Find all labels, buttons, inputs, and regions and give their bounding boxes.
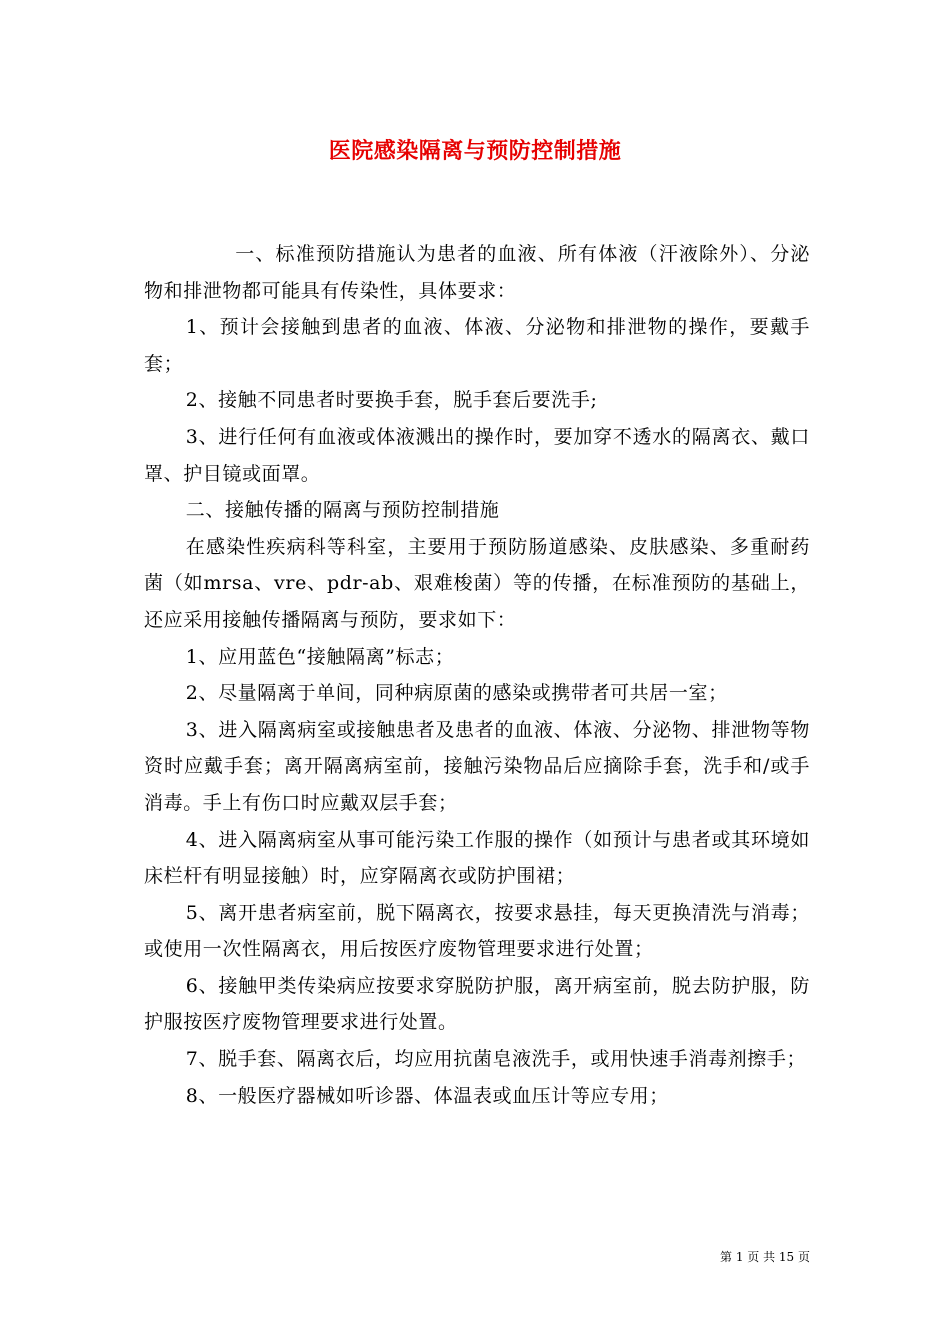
paragraph-item: 3、进入隔离病室或接触患者及患者的血液、体液、分泌物、排泄物等物资时应戴手套；离开隔离病室前，接触污染物品后应摘除手套，洗手和/或手消毒。手上有伤口时应戴双层手套； <box>144 718 810 814</box>
paragraph-item: 7、脱手套、隔离衣后，均应用抗菌皂液洗手，或用快速手消毒剂擦手； <box>185 1048 807 1071</box>
paragraph-item: 3、进行任何有血液或体液溅出的操作时，要加穿不透水的隔离衣、戴口罩、护目镜或面罩。 <box>144 425 810 485</box>
paragraph-item: 8、一般医疗器械如听诊器、体温表或血压计等应专用； <box>185 1084 669 1107</box>
paragraph-standard-precautions: 一、标准预防措施认为患者的血液、所有体液（汗液除外）、分泌物和排泄物都可能具有传染性，具体要求： <box>144 243 810 302</box>
section-heading-contact-transmission: 二、接触传播的隔离与预防控制措施 <box>185 499 500 522</box>
document-body <box>144 236 810 1114</box>
document-title: 医院感染隔离与预防控制措施 <box>328 138 622 164</box>
page-number-footer: 第 1 页 共 15 页 <box>720 1250 810 1264</box>
paragraph-contact-intro: 在感染性疾病科等科室，主要用于预防肠道感染、皮肤感染、多重耐药菌（如mrsa、vre、pdr-ab、艰难梭菌）等的传播，在标准预防的基础上，还应采用接触传播隔离与预防，要求如下： <box>144 535 810 631</box>
paragraph-item: 6、接触甲类传染病应按要求穿脱防护服，离开病室前，脱去防护服，防护服按医疗废物管理要求进行处置。 <box>144 974 810 1034</box>
paragraph-item: 5、离开患者病室前，脱下隔离衣，按要求悬挂，每天更换清洗与消毒；或使用一次性隔离衣，用后按医疗废物管理要求进行处置； <box>144 901 810 961</box>
paragraph-item: 4、进入隔离病室从事可能污染工作服的操作（如预计与患者或其环境如床栏杆有明显接触）时，应穿隔离衣或防护围裙； <box>144 828 810 888</box>
paragraph-item: 2、接触不同患者时要换手套，脱手套后要洗手; <box>185 389 598 412</box>
paragraph-item: 2、尽量隔离于单间，同种病原菌的感染或携带者可共居一室； <box>185 682 728 705</box>
paragraph-item: 1、预计会接触到患者的血液、体液、分泌物和排泄物的操作，要戴手套； <box>144 316 810 375</box>
paragraph-item: 1、应用蓝色“接触隔离”标志； <box>185 645 455 668</box>
